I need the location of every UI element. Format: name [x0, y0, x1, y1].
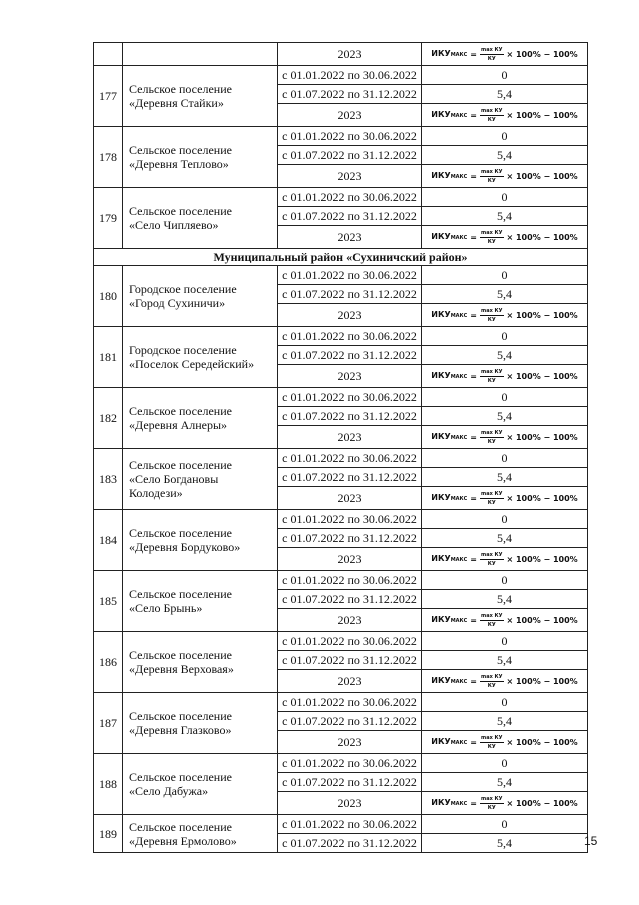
- value-cell: 0: [422, 66, 588, 85]
- table-row: [94, 571, 588, 590]
- value-cell: 0: [422, 449, 588, 468]
- section-row: [94, 249, 588, 266]
- formula-cell: [422, 548, 588, 571]
- settlement-cell: Сельское поселение «Село Дабужа»: [123, 754, 278, 815]
- formula-cell: [422, 165, 588, 188]
- period-cell: 2023: [278, 731, 422, 754]
- settlement-cell: Сельское поселение «Деревня Ермолово»: [123, 815, 278, 853]
- table-row: [94, 815, 588, 834]
- formula-cell: [422, 487, 588, 510]
- section-title: Муниципальный район «Сухиничский район»: [94, 249, 588, 266]
- period-cell: с 01.07.2022 по 31.12.2022: [278, 834, 422, 853]
- period-cell: с 01.01.2022 по 30.06.2022: [278, 754, 422, 773]
- period-cell: с 01.01.2022 по 30.06.2022: [278, 449, 422, 468]
- page-number: 15: [584, 834, 598, 848]
- row-number-cell: 179: [94, 188, 123, 249]
- period-cell: с 01.07.2022 по 31.12.2022: [278, 207, 422, 226]
- row-number-cell: 184: [94, 510, 123, 571]
- period-cell: 2023: [278, 43, 422, 66]
- period-cell: 2023: [278, 670, 422, 693]
- period-cell: 2023: [278, 548, 422, 571]
- tariff-table: [93, 42, 588, 853]
- row-number-cell: 186: [94, 632, 123, 693]
- value-cell: 0: [422, 754, 588, 773]
- value-cell: 5,4: [422, 146, 588, 165]
- settlement-cell: Сельское поселение «Село Чипляево»: [123, 188, 278, 249]
- settlement-cell: Городское поселение «Город Сухиничи»: [123, 266, 278, 327]
- index-formula: ИКУМАКС = $\frac{\text{max КУ}}{КУ}$ × 100% − 100%: [431, 108, 578, 123]
- settlement-cell: Сельское поселение «Село Богдановы Колодези»: [123, 449, 278, 510]
- row-number-cell: 189: [94, 815, 123, 853]
- value-cell: 5,4: [422, 651, 588, 670]
- period-cell: 2023: [278, 226, 422, 249]
- value-cell: 0: [422, 188, 588, 207]
- settlement-cell: Сельское поселение «Деревня Алнеры»: [123, 388, 278, 449]
- settlement-cell: Сельское поселение «Деревня Теплово»: [123, 127, 278, 188]
- row-number-cell: 178: [94, 127, 123, 188]
- settlement-cell: Городское поселение «Поселок Середейский»: [123, 327, 278, 388]
- period-cell: с 01.01.2022 по 30.06.2022: [278, 571, 422, 590]
- value-cell: 0: [422, 266, 588, 285]
- index-formula: ИКУМАКС = $\frac{\text{max КУ}}{КУ}$ × 100% − 100%: [431, 735, 578, 750]
- period-cell: 2023: [278, 487, 422, 510]
- value-cell: 0: [422, 510, 588, 529]
- formula-cell: [422, 792, 588, 815]
- formula-cell: [422, 670, 588, 693]
- period-cell: с 01.01.2022 по 30.06.2022: [278, 632, 422, 651]
- tariff-table-container: [93, 42, 587, 853]
- table-row: [94, 266, 588, 285]
- row-number-cell: 185: [94, 571, 123, 632]
- row-number-cell: [94, 43, 123, 66]
- table-row: [94, 632, 588, 651]
- value-cell: 5,4: [422, 834, 588, 853]
- period-cell: с 01.07.2022 по 31.12.2022: [278, 590, 422, 609]
- row-number-cell: 177: [94, 66, 123, 127]
- period-cell: с 01.01.2022 по 30.06.2022: [278, 127, 422, 146]
- value-cell: 5,4: [422, 85, 588, 104]
- period-cell: с 01.01.2022 по 30.06.2022: [278, 66, 422, 85]
- settlement-cell: [123, 43, 278, 66]
- value-cell: 0: [422, 815, 588, 834]
- period-cell: с 01.07.2022 по 31.12.2022: [278, 346, 422, 365]
- period-cell: с 01.07.2022 по 31.12.2022: [278, 468, 422, 487]
- period-cell: 2023: [278, 426, 422, 449]
- value-cell: 0: [422, 388, 588, 407]
- settlement-cell: Сельское поселение «Село Брынь»: [123, 571, 278, 632]
- index-formula: ИКУМАКС = $\frac{\text{max КУ}}{КУ}$ × 100% − 100%: [431, 491, 578, 506]
- period-cell: с 01.01.2022 по 30.06.2022: [278, 188, 422, 207]
- row-number-cell: 183: [94, 449, 123, 510]
- row-number-cell: 181: [94, 327, 123, 388]
- period-cell: с 01.07.2022 по 31.12.2022: [278, 407, 422, 426]
- period-cell: с 01.01.2022 по 30.06.2022: [278, 693, 422, 712]
- row-number-cell: 187: [94, 693, 123, 754]
- period-cell: с 01.07.2022 по 31.12.2022: [278, 651, 422, 670]
- value-cell: 5,4: [422, 207, 588, 226]
- table-row: [94, 43, 588, 66]
- row-number-cell: 182: [94, 388, 123, 449]
- table-row: [94, 693, 588, 712]
- value-cell: 5,4: [422, 712, 588, 731]
- period-cell: 2023: [278, 365, 422, 388]
- value-cell: 5,4: [422, 346, 588, 365]
- settlement-cell: Сельское поселение «Деревня Стайки»: [123, 66, 278, 127]
- period-cell: с 01.07.2022 по 31.12.2022: [278, 285, 422, 304]
- index-formula: ИКУМАКС = $\frac{\text{max КУ}}{КУ}$ × 100% − 100%: [431, 308, 578, 323]
- value-cell: 0: [422, 571, 588, 590]
- index-formula: ИКУМАКС = $\frac{\text{max КУ}}{КУ}$ × 100% − 100%: [431, 796, 578, 811]
- table-row: [94, 66, 588, 85]
- value-cell: 0: [422, 693, 588, 712]
- period-cell: с 01.01.2022 по 30.06.2022: [278, 327, 422, 346]
- period-cell: 2023: [278, 792, 422, 815]
- index-formula: ИКУМАКС = $\frac{\text{max КУ}}{КУ}$ × 100% − 100%: [431, 552, 578, 567]
- row-number-cell: 188: [94, 754, 123, 815]
- table-row: [94, 327, 588, 346]
- formula-cell: [422, 426, 588, 449]
- table-row: [94, 510, 588, 529]
- value-cell: 5,4: [422, 773, 588, 792]
- row-number-cell: 180: [94, 266, 123, 327]
- period-cell: с 01.01.2022 по 30.06.2022: [278, 388, 422, 407]
- value-cell: 0: [422, 127, 588, 146]
- index-formula: ИКУМАКС = $\frac{\text{max КУ}}{КУ}$ × 100% − 100%: [431, 430, 578, 445]
- period-cell: 2023: [278, 304, 422, 327]
- period-cell: с 01.01.2022 по 30.06.2022: [278, 266, 422, 285]
- period-cell: с 01.07.2022 по 31.12.2022: [278, 773, 422, 792]
- value-cell: 5,4: [422, 407, 588, 426]
- period-cell: с 01.01.2022 по 30.06.2022: [278, 815, 422, 834]
- formula-cell: [422, 104, 588, 127]
- period-cell: с 01.07.2022 по 31.12.2022: [278, 712, 422, 731]
- formula-cell: [422, 609, 588, 632]
- period-cell: 2023: [278, 609, 422, 632]
- formula-cell: [422, 43, 588, 66]
- period-cell: с 01.07.2022 по 31.12.2022: [278, 529, 422, 548]
- table-row: [94, 388, 588, 407]
- period-cell: с 01.07.2022 по 31.12.2022: [278, 146, 422, 165]
- value-cell: 0: [422, 632, 588, 651]
- formula-cell: [422, 226, 588, 249]
- value-cell: 5,4: [422, 468, 588, 487]
- value-cell: 0: [422, 327, 588, 346]
- period-cell: с 01.01.2022 по 30.06.2022: [278, 510, 422, 529]
- value-cell: 5,4: [422, 590, 588, 609]
- index-formula: ИКУМАКС = $\frac{\text{max КУ}}{КУ}$ × 100% − 100%: [431, 230, 578, 245]
- period-cell: 2023: [278, 104, 422, 127]
- index-formula: ИКУМАКС = $\frac{\text{max КУ}}{КУ}$ × 100% − 100%: [431, 169, 578, 184]
- table-row: [94, 127, 588, 146]
- index-formula: ИКУМАКС = $\frac{\text{max КУ}}{КУ}$ × 100% − 100%: [431, 369, 578, 384]
- period-cell: с 01.07.2022 по 31.12.2022: [278, 85, 422, 104]
- value-cell: 5,4: [422, 529, 588, 548]
- index-formula: ИКУМАКС = $\frac{\text{max КУ}}{КУ}$ × 100% − 100%: [431, 47, 578, 62]
- settlement-cell: Сельское поселение «Деревня Глазково»: [123, 693, 278, 754]
- settlement-cell: Сельское поселение «Деревня Верховая»: [123, 632, 278, 693]
- formula-cell: [422, 304, 588, 327]
- formula-cell: [422, 365, 588, 388]
- table-row: [94, 449, 588, 468]
- table-row: [94, 188, 588, 207]
- period-cell: 2023: [278, 165, 422, 188]
- settlement-cell: Сельское поселение «Деревня Бордуково»: [123, 510, 278, 571]
- table-row: [94, 754, 588, 773]
- formula-cell: [422, 731, 588, 754]
- index-formula: ИКУМАКС = $\frac{\text{max КУ}}{КУ}$ × 100% − 100%: [431, 613, 578, 628]
- value-cell: 5,4: [422, 285, 588, 304]
- index-formula: ИКУМАКС = $\frac{\text{max КУ}}{КУ}$ × 100% − 100%: [431, 674, 578, 689]
